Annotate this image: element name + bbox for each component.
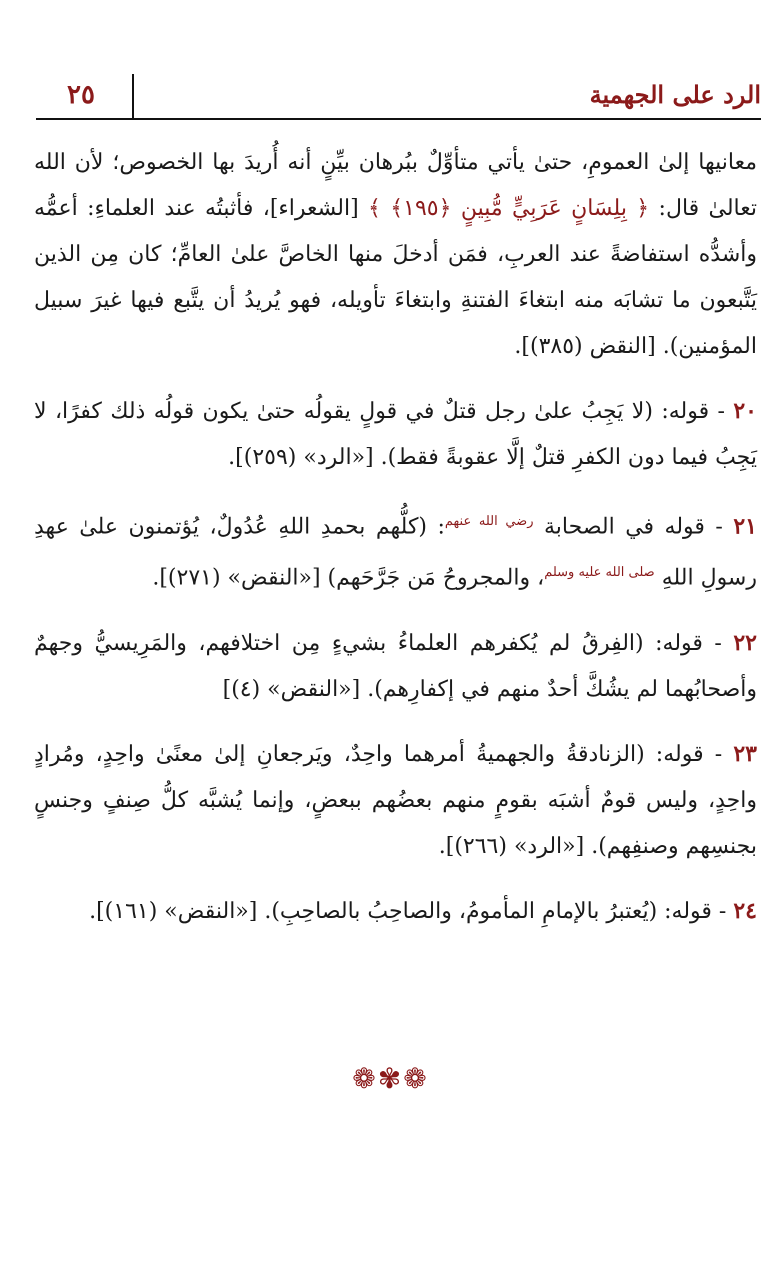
paragraph-item-20 — [34, 388, 757, 481]
paragraph-text: - قوله: (لا يَجِبُ علىٰ رجل قتلٌ في قولٍ يقولُه حتىٰ يكون قولُه ذلك كفرًا، لا يَجِبُ فيما دون الكفرِ قتلٌ إلَّا عقوبةً فقط). [«الرد» (٢٥٩)]. — [34, 399, 757, 470]
paragraph-text: - قوله: (الزنادقةُ والجهميةُ أمرهما واحِدٌ، ويَرجعانِ إلىٰ معنًىٰ واحِدٍ، ومُرادٍ واحِدٍ، وليس قومٌ أشبَه بقومٍ منهم بعضُهم ببعضٍ، وإنما يُشبَّه كلُّ صِنفٍ وجنسٍ بجنسِهم وصنفِهم). [«الرد» (٢٦٦)]. — [34, 741, 757, 859]
paragraph-text: - قوله: (يُعتبرُ بالإمامِ المأمومُ، والصاحِبُ بالصاحِبِ). [«النقض» (١٦١)]. — [89, 898, 734, 924]
page-number: ٢٥ — [67, 80, 95, 110]
ornament-divider-icon: ❁✾❁ — [352, 1062, 429, 1095]
item-number: ٢٣ — [733, 740, 757, 767]
paragraph-item-22 — [34, 620, 757, 713]
item-number: ٢٢ — [733, 629, 757, 656]
item-number: ٢٠ — [733, 398, 757, 424]
paragraph-continuation — [34, 140, 757, 370]
item-number: ٢٤ — [733, 897, 757, 924]
page-body — [34, 140, 757, 953]
paragraph-item-24 — [34, 888, 757, 935]
paragraph-text: ، والمجروحُ مَن جَرَّحَهم) [«النقض» (٢٧١)]. — [152, 565, 545, 591]
page-header — [36, 74, 761, 120]
quran-verse: ﴿ بِلِسَانٍ عَرَبِيٍّ مُّبِينٍ ﴿١٩٥﴾ ﴾ — [368, 196, 650, 221]
paragraph-text: : (كلُّهم بحمدِ اللهِ عُدُولٌ، يُؤتمنون علىٰ عهدِ رسولِ اللهِ — [34, 514, 757, 591]
running-title: الرد على الجهمية — [589, 80, 761, 109]
paragraph-text: - قوله: (الفِرقُ لم يُكفرهم العلماءُ بشيءٍ مِن اختلافهم، والمَرِيسيُّ وجهمٌ وأصحابُهما لم يشُكَّ أحدٌ منهم في إكفارِهم). [«النقض» (٤)] — [34, 630, 757, 702]
paragraph-text: - قوله في الصحابة — [533, 514, 734, 540]
paragraph-text: معانيها إلىٰ العمومِ، حتىٰ يأتي متأوِّلٌ ببُرهان بيِّنٍ أنه أُريدَ بها الخصوص؛ لأن الله تعالىٰ قال: — [34, 150, 757, 221]
paragraph-text: [الشعراء]، فأثبتُه عند العلماءِ: أعمُّه وأشدُّه استفاضةً عند العربِ، فمَن أدخلَ منها الخاصَّ علىٰ العامِّ؛ كان مِن الذين يَتَّبعون ما تشابَه منه ابتغاءَ الفتنةِ وابتغاءَ تأويله، فهو يُريدُ أن يتَّبع فيها غيرَ سبيل المؤمنين). [النقض (٣٨٥)]. — [34, 196, 757, 359]
paragraph-item-23 — [34, 731, 757, 870]
honorific-glyph: رضي الله عنهم — [444, 514, 534, 529]
header-divider — [132, 74, 134, 118]
paragraph-item-21 — [34, 499, 757, 602]
honorific-glyph: صلى الله عليه وسلم — [544, 565, 655, 581]
item-number: ٢١ — [733, 513, 757, 540]
